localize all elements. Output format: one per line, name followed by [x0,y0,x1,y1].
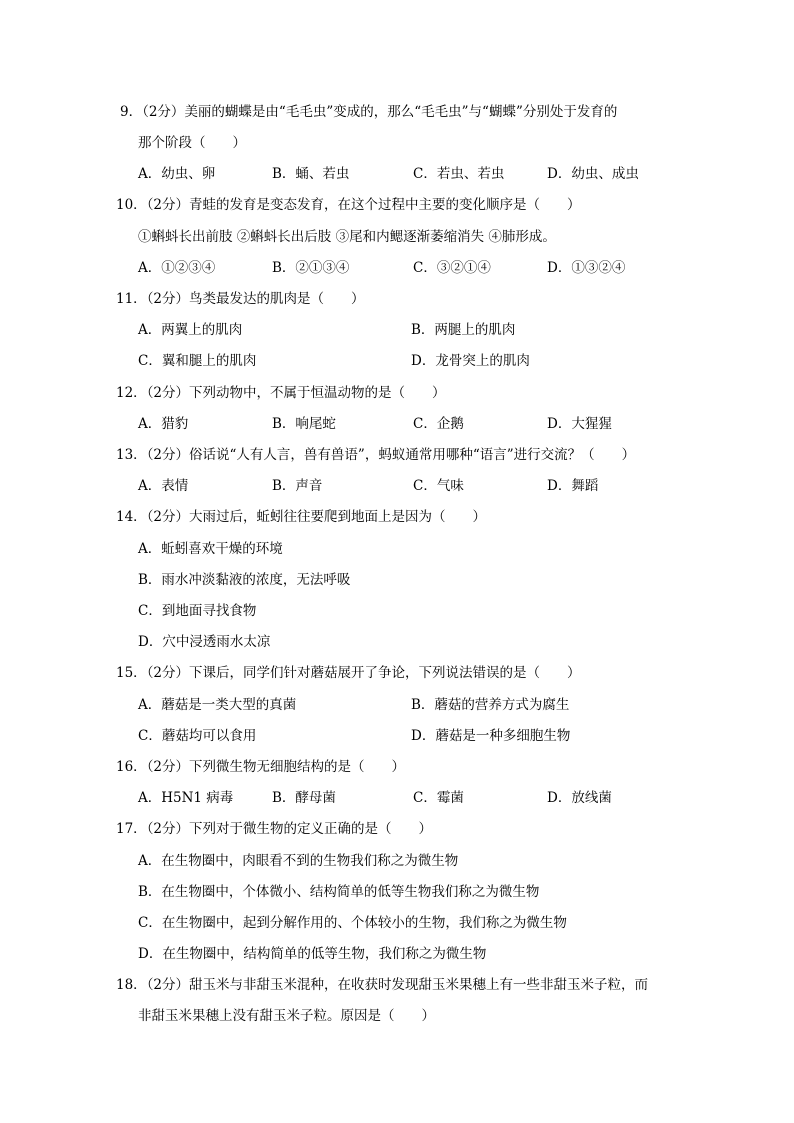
question-text: 俗话说“人有人言，兽有兽语”，蚂蚁通常用哪种“语言”进行交流？（ ） [189,447,636,463]
question-number: 13． [116,447,147,463]
question-score: （2分） [142,104,185,120]
question-text: 下课后，同学们针对蘑菇展开了争论，下列说法错误的是（ ） [189,665,581,681]
question-11-option-a: A．两翼上的肌肉 [138,322,243,338]
question-18-stem-cont: 非甜玉米果穗上没有甜玉米子粒。原因是（ ） [138,1008,435,1024]
question-16-option-d: D．放线菌 [547,790,612,806]
question-12-option-d: D．大猩猩 [547,416,612,432]
question-9-option-c: C．若虫、若虫 [413,166,505,182]
question-12-option-b: B．响尾蛇 [272,416,336,432]
question-number: 12． [116,385,147,401]
question-score: （2分） [146,291,190,307]
question-14-option-b: B．雨水冲淡黏液的浓度，无法呼吸 [138,572,351,588]
question-17-stem [116,819,432,839]
question-9-option-b: B．蛹、若虫 [272,166,350,182]
question-14-stem [116,507,486,527]
question-16-option-a: A．H5N1 病毒 [138,790,234,806]
question-10-stem-cont: ①蝌蚪长出前肢 ②蝌蚪长出后肢 ③尾和内鳃逐渐萎缩消失 ④肺形成。 [138,229,556,245]
question-score: （2分） [146,821,190,837]
question-score: （2分） [146,447,190,463]
question-score: （2分） [146,665,190,681]
question-text: 下列动物中，不属于恒温动物的是（ ） [189,385,446,401]
question-16-stem [116,757,405,777]
question-11-option-c: C．翼和腿上的肌肉 [138,353,257,369]
question-16-option-c: C．霉菌 [413,790,464,806]
question-12-option-a: A．猎豹 [138,416,189,432]
question-9-option-a: A．幼虫、卵 [138,166,216,182]
question-16-option-b: B．酵母菌 [272,790,336,806]
question-9-stem [120,102,617,122]
question-13-option-b: B．声音 [272,478,323,494]
question-17-option-d: D．在生物圈中，结构简单的低等生物，我们称之为微生物 [138,946,487,962]
question-number: 15． [116,665,147,681]
question-number: 16． [116,759,147,775]
question-13-option-c: C．气味 [413,478,464,494]
question-number: 11． [116,291,147,307]
question-number: 10． [116,197,147,213]
question-10-option-a: A．①②③④ [138,260,216,276]
question-15-option-b: B．蘑菇的营养方式为腐生 [411,697,570,713]
question-14-option-a: A．蚯蚓喜欢干燥的环境 [138,541,283,557]
question-number: 17． [116,821,147,837]
question-15-option-a: A．蘑菇是一类大型的真菌 [138,697,297,713]
question-10-option-c: C．③②①④ [413,260,491,276]
question-14-option-c: C．到地面寻找食物 [138,603,257,619]
question-11-option-b: B．两腿上的肌肉 [411,322,516,338]
question-13-option-d: D．舞蹈 [547,478,599,494]
question-score: （2分） [146,977,190,993]
question-12-option-c: C．企鹅 [413,416,464,432]
question-10-stem [116,195,581,215]
question-15-option-d: D．蘑菇是一种多细胞生物 [411,728,571,744]
question-13-stem [116,445,635,465]
question-13-option-a: A．表情 [138,478,189,494]
question-text: 鸟类最发达的肌肉是（ ） [189,291,365,307]
question-number: 14． [116,509,147,525]
question-score: （2分） [146,509,190,525]
question-17-option-a: A．在生物圈中，肉眼看不到的生物我们称之为微生物 [138,853,459,869]
question-11-stem [116,289,365,309]
question-text: 大雨过后，蚯蚓往往要爬到地面上是因为（ ） [189,509,487,525]
question-score: （2分） [146,385,190,401]
question-11-option-d: D．龙骨突上的肌肉 [411,353,530,369]
question-10-option-b: B．②①③④ [272,260,350,276]
question-text: 甜玉米与非甜玉米混种，在收获时发现甜玉米果穗上有一些非甜玉米子粒，而 [189,977,649,993]
question-9-stem-cont: 那个阶段（ ） [138,135,246,151]
question-text: 下列对于微生物的定义正确的是（ ） [189,821,433,837]
question-score: （2分） [146,197,190,213]
question-14-option-d: D．穴中浸透雨水太凉 [138,634,271,650]
question-15-stem [116,663,581,683]
question-text: 青蛙的发育是变态发育，在这个过程中主要的变化顺序是（ ） [189,197,581,213]
question-text: 下列微生物无细胞结构的是（ ） [189,759,406,775]
question-17-option-b: B．在生物圈中，个体微小、结构简单的低等生物我们称之为微生物 [138,884,540,900]
question-score: （2分） [146,759,190,775]
question-15-option-c: C．蘑菇均可以食用 [138,728,257,744]
question-12-stem [116,383,446,403]
question-number: 18． [116,977,147,993]
question-18-stem [116,975,648,995]
question-17-option-c: C．在生物圈中，起到分解作用的、个体较小的生物，我们称之为微生物 [138,915,567,931]
question-text: 美丽的蝴蝶是由“毛毛虫”变成的，那么“毛毛虫”与“蝴蝶”分别处于发育的 [184,104,618,120]
question-number: 9． [120,104,143,120]
question-10-option-d: D．①③②④ [547,260,626,276]
question-9-option-d: D．幼虫、成虫 [547,166,639,182]
